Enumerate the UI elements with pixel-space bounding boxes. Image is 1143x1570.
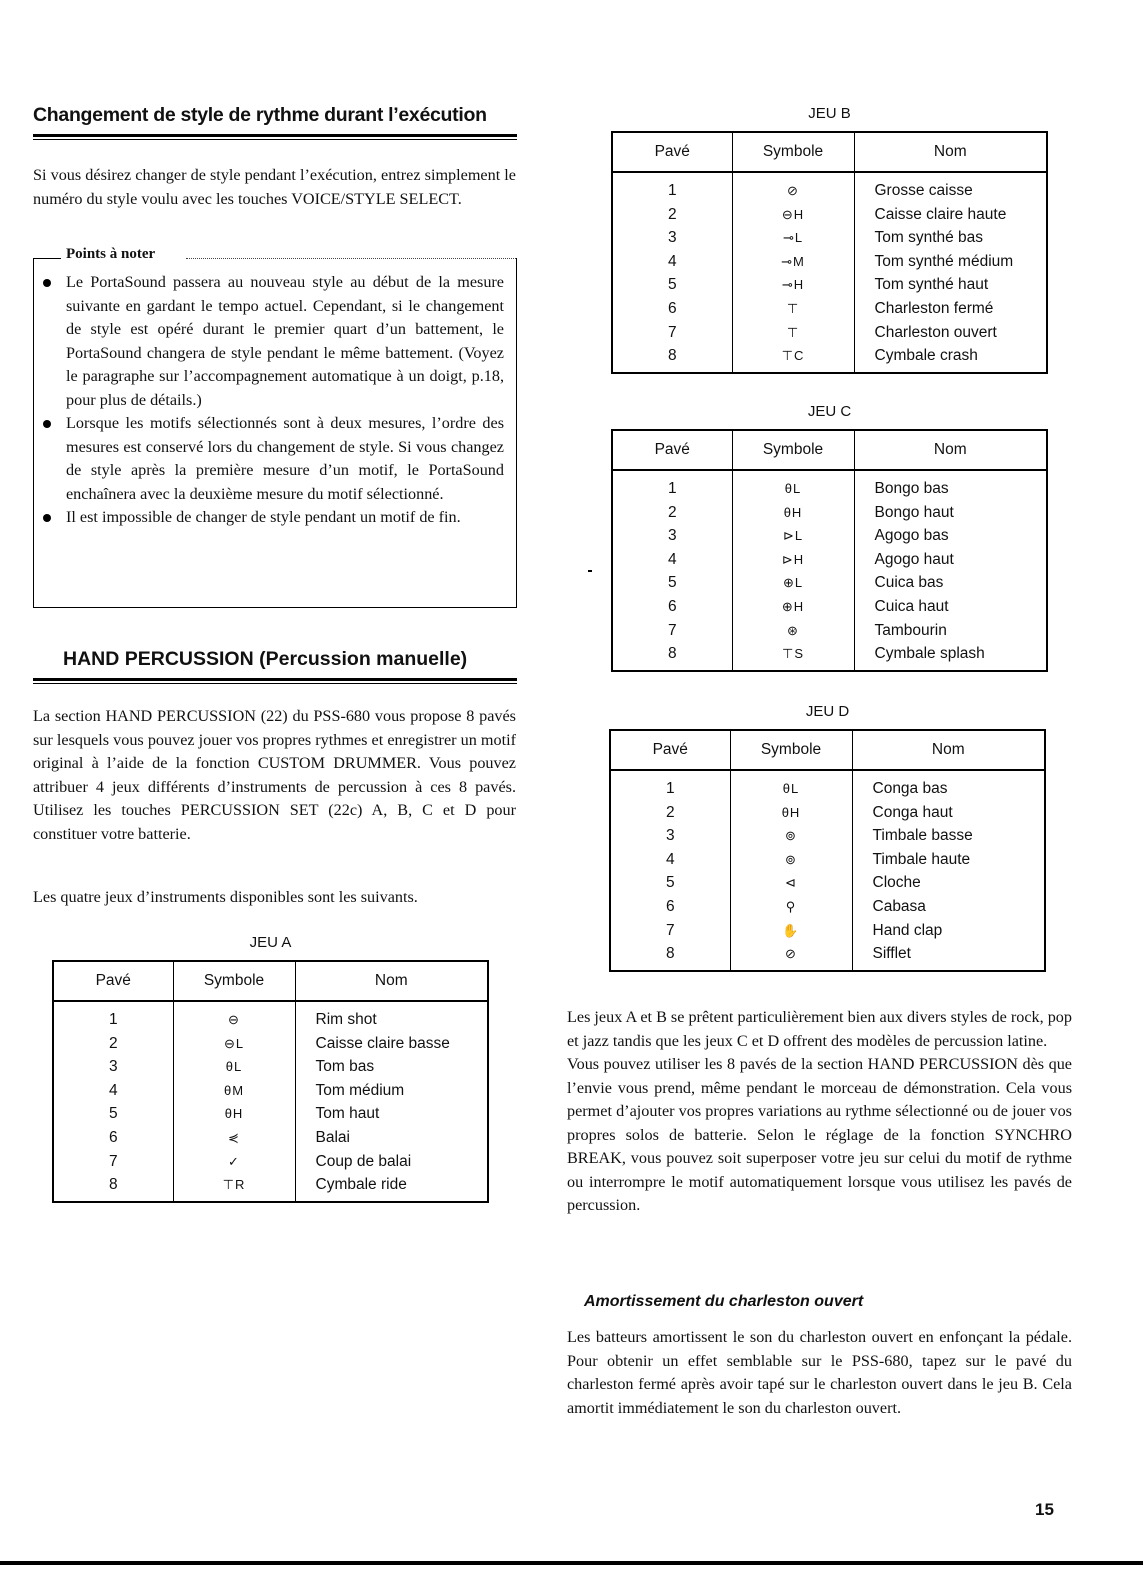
name-cell: Cymbale splash xyxy=(854,642,1047,671)
pad-cell: 3 xyxy=(665,827,675,845)
table-row xyxy=(53,1055,488,1079)
subheading-hi-hat-damping: Amortissement du charleston ouvert xyxy=(584,1293,864,1310)
table-row xyxy=(612,250,1047,274)
jeu-b-table xyxy=(611,131,1048,374)
col-header-symbol: Symbole xyxy=(732,132,854,172)
symbol-icon: ✋ xyxy=(730,919,852,943)
pad-cell: 3 xyxy=(667,527,677,545)
table-row xyxy=(610,919,1045,943)
name-cell: Bongo bas xyxy=(854,470,1047,501)
symbol-icon: θH xyxy=(732,501,854,525)
pad-cell: 8 xyxy=(665,945,675,963)
page-number: 15 xyxy=(1035,1500,1054,1519)
pad-cell: 5 xyxy=(667,574,677,592)
sets-intro-paragraph: Les quatre jeux d’instruments disponibles sont les suivants. xyxy=(33,888,418,906)
name-cell: Coup de balai xyxy=(295,1150,488,1174)
demo-usage-text: Vous pouvez utiliser les 8 pavés de la section HAND PERCUSSION dès que l’envie vous prend, même pendant le morceau de démonstration. Cela vous permet d’ajouter vos propres variations au rythme sélectionné ou de jouer vos propres solos de batterie. Selon le réglage de la fonction SYNCHRO BREAK, vous pouvez soit superposer votre jeu sur celui du motif de rythme ou interrompre le motif automatiquement lorsque vous utilisez les pavés de percussion. xyxy=(567,1055,1072,1214)
col-header-name: Nom xyxy=(852,730,1045,770)
name-cell: Timbale basse xyxy=(852,824,1045,848)
name-cell: Caisse claire haute xyxy=(854,203,1047,227)
name-cell: Conga haut xyxy=(852,801,1045,825)
stray-mark xyxy=(588,570,592,572)
table-row xyxy=(610,942,1045,971)
table-row xyxy=(53,1126,488,1150)
col-header-name: Nom xyxy=(854,430,1047,470)
name-cell: Conga bas xyxy=(852,770,1045,801)
name-cell: Tom bas xyxy=(295,1055,488,1079)
col-header-name: Nom xyxy=(854,132,1047,172)
pad-cell: 8 xyxy=(108,1176,118,1194)
table-row xyxy=(612,172,1047,203)
pad-cell: 2 xyxy=(665,803,675,821)
pad-cell: 4 xyxy=(665,850,675,868)
table-row xyxy=(612,297,1047,321)
table-row xyxy=(612,524,1047,548)
col-header-pad: Pavé xyxy=(53,961,173,1001)
pad-cell: 4 xyxy=(667,550,677,568)
table-row xyxy=(612,470,1047,501)
jeu-c-block xyxy=(611,403,1048,672)
symbol-icon: ⊤ xyxy=(732,297,854,321)
symbol-icon: ⊖ xyxy=(173,1001,295,1032)
table-row xyxy=(610,871,1045,895)
pad-cell: 6 xyxy=(667,597,677,615)
hand-percussion-paragraph: La section HAND PERCUSSION (22) du PSS-680 vous propose 8 pavés sur lesquels vous pouvez jouer vos propres rythmes et enregistrer un motif original à l’aide de la fonction CUSTOM DRUMMER. Vous pouvez attribuer 4 jeux différents d’instruments de percussion à ces 8 pavés. Utilisez les touches PERCUSSION SET (22c) A, B, C et D pour constituer votre batterie. xyxy=(33,707,516,843)
jeu-c-title: JEU C xyxy=(807,403,852,420)
name-cell: Charleston fermé xyxy=(854,297,1047,321)
section-heading-hand-percussion: HAND PERCUSSION (Percussion manuelle) xyxy=(63,648,468,670)
symbol-icon: ⊖L xyxy=(173,1032,295,1056)
symbol-icon: θH xyxy=(173,1102,295,1126)
jeu-d-title: JEU D xyxy=(805,703,850,720)
jeu-d-block xyxy=(609,703,1046,972)
name-cell: Agogo bas xyxy=(854,524,1047,548)
pad-cell: 8 xyxy=(667,645,677,663)
symbol-icon: ✓ xyxy=(173,1150,295,1174)
table-row xyxy=(612,619,1047,643)
name-cell: Tambourin xyxy=(854,619,1047,643)
name-cell: Charleston ouvert xyxy=(854,321,1047,345)
name-cell: Caisse claire basse xyxy=(295,1032,488,1056)
jeu-d-table xyxy=(609,729,1046,972)
table-row xyxy=(612,226,1047,250)
pad-cell: 8 xyxy=(667,347,677,365)
symbol-icon: ⊸L xyxy=(732,226,854,250)
notes-list xyxy=(40,271,504,530)
table-row xyxy=(612,501,1047,525)
name-cell: Agogo haut xyxy=(854,548,1047,572)
name-cell: Grosse caisse xyxy=(854,172,1047,203)
hi-hat-damping-paragraph: Les batteurs amortissent le son du charleston ouvert en enfonçant la pédale. Pour obtenir un effet semblable sur le PSS-680, tapez sur le pavé du charleston fermé après avoir tapé sur le charleston ouvert dans le jeu B. Cela amortit immédiatement le son du charleston ouvert. xyxy=(567,1328,1072,1417)
heading-rule xyxy=(33,678,517,681)
pad-cell: 6 xyxy=(667,299,677,317)
name-cell: Hand clap xyxy=(852,919,1045,943)
symbol-icon: ⊳H xyxy=(732,548,854,572)
symbol-icon: ⊚ xyxy=(730,824,852,848)
symbol-icon: θH xyxy=(730,801,852,825)
table-row xyxy=(612,321,1047,345)
name-cell: Cabasa xyxy=(852,895,1045,919)
name-cell: Tom synthé haut xyxy=(854,273,1047,297)
symbol-icon: θL xyxy=(732,470,854,501)
col-header-name: Nom xyxy=(295,961,488,1001)
pad-cell: 4 xyxy=(108,1081,118,1099)
table-row xyxy=(612,344,1047,373)
table-row xyxy=(53,1032,488,1056)
pad-cell: 7 xyxy=(667,621,677,639)
symbol-icon: ⊤C xyxy=(732,344,854,373)
name-cell: Tom synthé médium xyxy=(854,250,1047,274)
symbol-icon: ⊚ xyxy=(730,848,852,872)
table-row xyxy=(612,548,1047,572)
symbol-icon: θL xyxy=(173,1055,295,1079)
name-cell: Bongo haut xyxy=(854,501,1047,525)
heading-rule xyxy=(33,134,517,137)
table-row xyxy=(53,1150,488,1174)
pad-cell: 7 xyxy=(667,323,677,341)
table-row xyxy=(612,642,1047,671)
pad-cell: 6 xyxy=(665,897,675,915)
symbol-icon: θL xyxy=(730,770,852,801)
symbol-icon: ⊸H xyxy=(732,273,854,297)
sets-usage-text: Les jeux A et B se prêtent particulièrement bien aux divers styles de rock, pop et jazz tandis que les jeux C et D offrent des modèles de percussion latine. xyxy=(567,1008,1072,1050)
table-row xyxy=(610,801,1045,825)
footer-rule xyxy=(0,1561,1143,1565)
symbol-icon: ⊤R xyxy=(173,1173,295,1202)
name-cell: Sifflet xyxy=(852,942,1045,971)
pad-cell: 1 xyxy=(108,1011,118,1028)
table-row xyxy=(53,1102,488,1126)
symbol-icon: ⊲ xyxy=(730,871,852,895)
table-row xyxy=(610,848,1045,872)
table-row xyxy=(612,595,1047,619)
pad-cell: 5 xyxy=(667,276,677,294)
table-row xyxy=(612,203,1047,227)
table-row xyxy=(610,770,1045,801)
symbol-icon: ⊖H xyxy=(732,203,854,227)
name-cell: Cloche xyxy=(852,871,1045,895)
pad-cell: 5 xyxy=(665,874,675,892)
symbol-icon: ⊘ xyxy=(732,172,854,203)
pad-cell: 1 xyxy=(665,780,675,797)
pad-cell: 2 xyxy=(667,205,677,223)
name-cell: Cymbale ride xyxy=(295,1173,488,1202)
symbol-icon: ⊤S xyxy=(732,642,854,671)
intro-paragraph: Si vous désirez changer de style pendant l’exécution, entrez simplement le numéro du style voulu avec les touches VOICE/STYLE SELECT. xyxy=(33,166,516,208)
sets-description-paragraph xyxy=(567,1006,1072,1218)
symbol-icon: θM xyxy=(173,1079,295,1103)
pad-cell: 7 xyxy=(665,921,675,939)
table-row xyxy=(53,1001,488,1032)
section-heading-style-change: Changement de style de rythme durant l’exécution xyxy=(33,104,487,126)
name-cell: Rim shot xyxy=(295,1001,488,1032)
jeu-c-table xyxy=(611,429,1048,672)
table-row xyxy=(612,273,1047,297)
pad-cell: 1 xyxy=(667,480,677,497)
note-item: Il est impossible de changer de style pendant un motif de fin. xyxy=(40,506,504,530)
col-header-pad: Pavé xyxy=(612,132,732,172)
jeu-b-block xyxy=(611,105,1048,374)
pad-cell: 6 xyxy=(108,1128,118,1146)
note-item: Le PortaSound passera au nouveau style au début de la mesure suivante en gardant le tempo actuel. Cependant, si le changement de style est opéré durant le premier quart d’un battement, le PortaSound changera de style pendant le même battement. (Voyez le paragraphe sur l’accompagnement automatique à un doigt, p.18, pour plus de détails.) xyxy=(40,271,504,412)
pad-cell: 4 xyxy=(667,252,677,270)
symbol-icon: ⊛ xyxy=(732,619,854,643)
pad-cell: 2 xyxy=(108,1034,118,1052)
jeu-a-table xyxy=(52,960,489,1203)
heading-rule-thin xyxy=(33,139,517,140)
symbol-icon: ⊸M xyxy=(732,250,854,274)
pad-cell: 5 xyxy=(108,1105,118,1123)
pad-cell: 7 xyxy=(108,1152,118,1170)
note-item: Lorsque les motifs sélectionnés sont à deux mesures, l’ordre des mesures est conservé lors du changement de style. Si vous changez de style après la première mesure d’un motif, le PortaSound enchaînera avec la deuxième mesure du motif sélectionné. xyxy=(40,412,504,506)
symbol-icon: ⋞ xyxy=(173,1126,295,1150)
name-cell: Balai xyxy=(295,1126,488,1150)
pad-cell: 3 xyxy=(108,1058,118,1076)
name-cell: Timbale haute xyxy=(852,848,1045,872)
name-cell: Cymbale crash xyxy=(854,344,1047,373)
symbol-icon: ⊕L xyxy=(732,571,854,595)
name-cell: Tom haut xyxy=(295,1102,488,1126)
heading-rule-thin xyxy=(33,683,517,684)
table-row xyxy=(610,824,1045,848)
name-cell: Tom médium xyxy=(295,1079,488,1103)
symbol-icon: ⚲ xyxy=(730,895,852,919)
jeu-a-block xyxy=(52,934,489,1203)
col-header-pad: Pavé xyxy=(610,730,730,770)
col-header-symbol: Symbole xyxy=(732,430,854,470)
jeu-a-title: JEU A xyxy=(249,934,292,951)
symbol-icon: ⊕H xyxy=(732,595,854,619)
pad-cell: 2 xyxy=(667,503,677,521)
symbol-icon: ⊘ xyxy=(730,942,852,971)
name-cell: Cuica bas xyxy=(854,571,1047,595)
name-cell: Tom synthé bas xyxy=(854,226,1047,250)
pad-cell: 1 xyxy=(667,182,677,199)
table-row xyxy=(53,1173,488,1202)
col-header-symbol: Symbole xyxy=(173,961,295,1001)
table-row xyxy=(612,571,1047,595)
name-cell: Cuica haut xyxy=(854,595,1047,619)
table-row xyxy=(53,1079,488,1103)
notes-label: Points à noter xyxy=(66,246,156,262)
col-header-pad: Pavé xyxy=(612,430,732,470)
pad-cell: 3 xyxy=(667,229,677,247)
col-header-symbol: Symbole xyxy=(730,730,852,770)
symbol-icon: ⊳L xyxy=(732,524,854,548)
table-row xyxy=(610,895,1045,919)
jeu-b-title: JEU B xyxy=(808,105,851,122)
symbol-icon: ⊤ xyxy=(732,321,854,345)
